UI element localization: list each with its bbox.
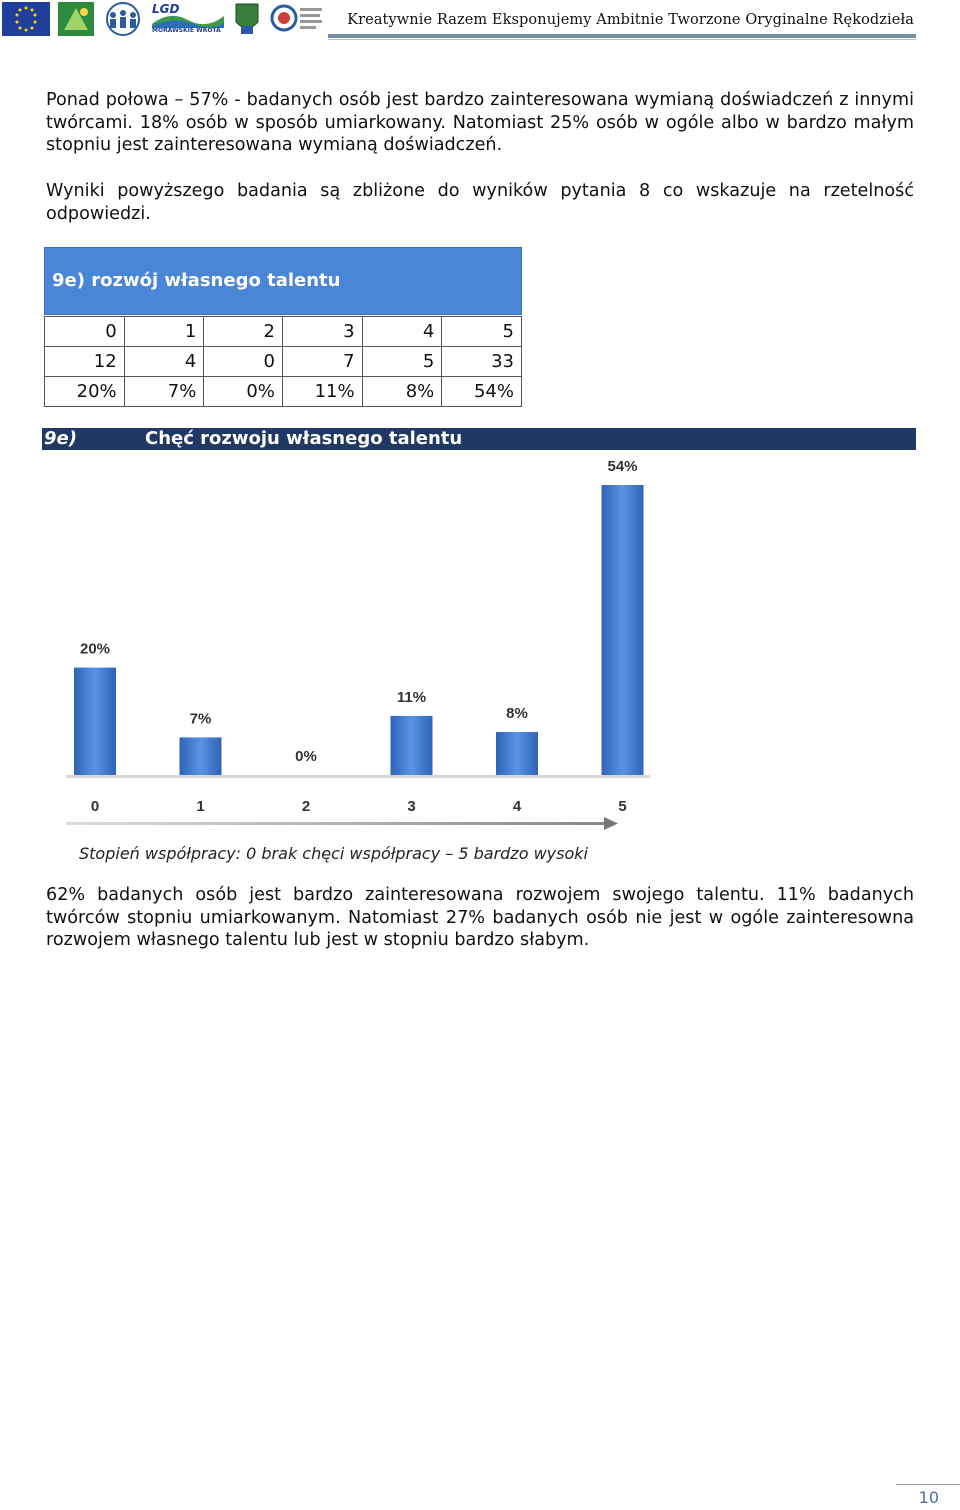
province-logo [232,2,262,36]
page-number-rule [896,1484,960,1485]
table-row [45,317,522,347]
rural-development-logo [270,2,324,36]
table-cell: 0 [204,347,283,377]
header-title: Kreatywnie Razem Eksponujemy Ambitnie Tworzone Oryginalne Rękodzieła [347,12,914,28]
x-tick-label-3: 3 [407,798,416,815]
lgd-subtext: MORAWSKIE WROTA [152,27,221,34]
table-cell: 7 [282,347,362,377]
bar-0 [74,668,116,775]
bar-1 [180,737,222,775]
paragraph-consistency: Wyniki powyższego badania są zbliżone do wyników pytania 8 co wskazuje na rzetelność odpowiedzi. [46,181,914,224]
bar-3 [391,716,433,775]
data-label-1: 7% [189,710,212,728]
table-cell: 20% [45,377,125,407]
table-cell: 5 [442,317,522,347]
header-divider [328,34,916,38]
lgd-morawskie-wrota-logo [150,2,226,36]
table-cell: 11% [282,377,362,407]
chart-baseline [66,775,650,778]
community-logo [100,2,146,36]
lgd-text: LGD [152,2,180,16]
chart-code: 9e) [44,428,77,449]
chart-caption: Stopień współpracy: 0 brak chęci współpracy – 5 bardzo wysoki [79,844,588,863]
results-table-title: 9e) rozwój własnego talentu [44,247,522,315]
header-divider-thin [328,39,916,40]
table-cell: 54% [442,377,522,407]
x-tick-label-4: 4 [512,798,522,815]
chart-header-band [42,428,916,450]
table-row [45,347,522,377]
paragraph-experience-exchange: Ponad połowa – 57% - badanych osób jest bardzo zainteresowana wymianą doświadczeń z innymi twórcami. 18% osób w sposób umiarkowany. Natomiast 25% osób w ogóle albo w bardzo małym stopniu jest zainteresowana wymianą doświadczeń. [46,90,914,156]
x-axis-arrow-head [604,817,618,830]
table-cell: 5 [362,347,442,377]
data-label-4: 8% [506,705,528,723]
table-row [45,377,522,407]
table-cell: 7% [124,377,204,407]
bar-chart [0,450,960,840]
table-cell: 0 [45,317,125,347]
x-tick-label-5: 5 [618,798,627,815]
x-tick-label-2: 2 [301,798,311,815]
table-cell: 0% [204,377,283,407]
table-cell: 2 [204,317,283,347]
x-axis-arrow-line [66,822,606,825]
page-number: 10 [918,1488,939,1507]
table-cell: 12 [45,347,125,377]
table-cell: 3 [282,317,362,347]
eu-flag-logo [2,2,50,36]
leader-logo [58,2,94,36]
table-cell: 4 [362,317,442,347]
data-label-2: 0% [295,748,317,765]
x-tick-label-1: 1 [196,798,205,815]
data-label-0: 20% [79,640,111,658]
paragraph-talent-summary: 62% badanych osób jest bardzo zainteresowana rozwojem swojego talentu. 11% badanych twórców stopniu umiarkowanym. Natomiast 27% badanych osób nie jest w ogóle zainteresowna rozwojem własnego talentu lub jest w stopniu bardzo słabym. [46,885,914,951]
chart-title: Chęć rozwoju własnego talentu [145,428,463,449]
results-table [44,316,522,407]
table-cell: 1 [124,317,204,347]
x-tick-label-0: 0 [90,798,100,815]
table-cell: 33 [442,347,522,377]
data-label-5: 54% [607,458,638,475]
table-cell: 4 [124,347,204,377]
table-cell: 8% [362,377,442,407]
bar-4 [496,732,538,775]
data-label-3: 11% [396,688,427,706]
bar-5 [602,485,644,775]
